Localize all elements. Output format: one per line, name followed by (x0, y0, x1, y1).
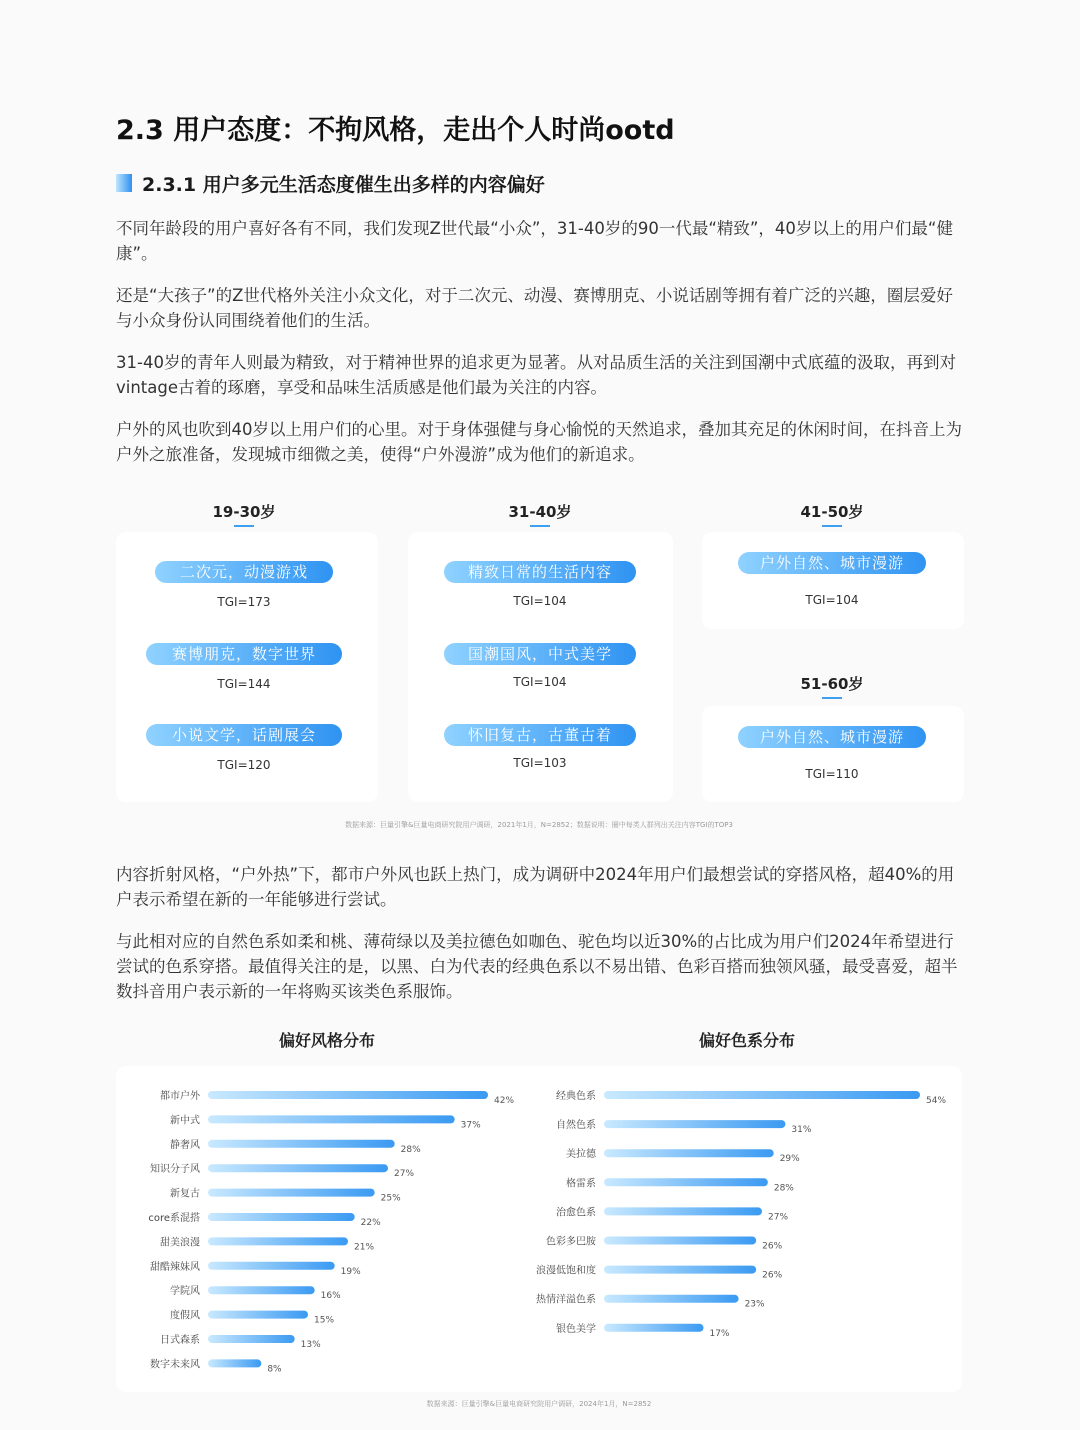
paragraph: 31-40岁的青年人则最为精致，对于精神世界的追求更为显著。从对品质生活的关注到国潮中式底蕴的汲取，再到对vintage古着的琢磨，享受和品味生活质感是他们最为关注的内容。 (116, 353, 956, 397)
subsection-heading (116, 170, 545, 196)
value-label: 15% (314, 1315, 335, 1326)
value-label: 27% (394, 1169, 415, 1180)
paragraph: 内容折射风格，“户外热”下，都市户外风也跃上热门，成为调研中2024年用户们最想尝试的穿搭风格，超40%的用户表示希望在新的一年能够进行尝试。 (116, 865, 955, 909)
age-group-card (702, 706, 964, 802)
bar (604, 1091, 920, 1099)
category-label: 新复古 (170, 1188, 200, 1200)
category-label: 度假风 (170, 1310, 200, 1322)
chart-title-color: 偏好色系分布 (698, 1031, 795, 1050)
value-label: 23% (744, 1299, 765, 1310)
paragraph: 不同年龄段的用户喜好各有不同，我们发现Z世代最“小众”，31-40岁的90一代最“精致”，40岁以上的用户们最“健康”。 (116, 219, 953, 263)
value-label: 28% (773, 1183, 794, 1194)
bar (208, 1115, 455, 1123)
value-label: 29% (779, 1154, 800, 1165)
bar (208, 1359, 261, 1367)
age-group-label: 51-60岁 (772, 673, 892, 699)
value-label: 16% (320, 1291, 341, 1302)
interest-tag: 国潮国风，中式美学 (444, 643, 636, 665)
value-label: 19% (340, 1266, 361, 1277)
category-label: 色彩多巴胺 (546, 1236, 596, 1248)
value-label: 26% (762, 1241, 783, 1252)
value-label: 31% (791, 1125, 812, 1136)
category-label: 治愈色系 (556, 1207, 596, 1219)
age-group-card (702, 532, 964, 629)
interest-tag: 户外自然、城市漫游 (738, 726, 926, 748)
value-label: 27% (768, 1212, 789, 1223)
category-label: 银色美学 (556, 1323, 596, 1335)
category-label: 经典色系 (556, 1091, 596, 1102)
bar (604, 1149, 774, 1157)
category-label: 甜酷辣妹风 (150, 1261, 200, 1273)
bar (604, 1120, 785, 1128)
category-label: 都市户外 (160, 1091, 200, 1102)
interest-tag: 二次元，动漫游戏 (155, 561, 333, 583)
bar (208, 1140, 395, 1148)
interest-tag: 小说文学，话剧展会 (146, 724, 342, 746)
value-label: 42% (494, 1096, 515, 1106)
paragraph: 还是“大孩子”的Z世代格外关注小众文化，对于二次元、动漫、赛博朋克、小说话剧等拥有着广泛的兴趣，圈层爱好与小众身份认同围绕着他们的生活。 (116, 286, 953, 330)
bar (604, 1237, 756, 1245)
category-label: 自然色系 (556, 1120, 596, 1132)
value-label: 17% (709, 1328, 730, 1339)
subsection-marker (116, 174, 132, 192)
age-group-label: 31-40岁 (480, 501, 600, 527)
category-label: 热情洋溢色系 (536, 1294, 596, 1306)
tgi-value: TGI=103 (513, 756, 567, 770)
value-label: 54% (926, 1096, 947, 1106)
tgi-value: TGI=120 (217, 758, 271, 772)
age-group-label: 41-50岁 (772, 501, 892, 527)
category-label: 新中式 (170, 1115, 200, 1127)
value-label: 37% (460, 1120, 481, 1131)
bar (604, 1266, 756, 1274)
bar (208, 1091, 488, 1099)
tgi-value: TGI=144 (217, 677, 271, 691)
value-label: 26% (762, 1270, 783, 1281)
bar (208, 1286, 315, 1294)
category-label: 美拉德 (566, 1149, 596, 1161)
bar (208, 1335, 295, 1343)
tgi-value: TGI=104 (805, 593, 859, 607)
bar-charts (116, 1066, 962, 1392)
value-label: 21% (354, 1242, 375, 1253)
age-group-label: 19-30岁 (184, 501, 304, 527)
category-label: 甜美浪漫 (160, 1237, 200, 1249)
category-label: 格雷系 (566, 1178, 596, 1190)
bar (604, 1207, 762, 1215)
paragraph: 户外的风也吹到40岁以上用户们的心里。对于身体强健与身心愉悦的天然追求，叠加其充足的休闲时间，在抖音上为户外之旅准备，发现城市细微之美，使得“户外漫游”成为他们的新追求。 (116, 420, 962, 464)
data-source-note: 数据来源：巨量引擎&巨量电商研究院用户调研，2024年1月，N=2852 (426, 1400, 652, 1408)
chart-title-style: 偏好风格分布 (278, 1031, 375, 1050)
bar (604, 1324, 703, 1332)
bar (604, 1295, 739, 1303)
value-label: 22% (360, 1218, 381, 1228)
interest-tag: 赛博朋克，数字世界 (146, 643, 342, 665)
tgi-value: TGI=173 (217, 595, 271, 609)
category-label: 数字未来风 (150, 1359, 200, 1371)
category-label: 浪漫低饱和度 (536, 1265, 596, 1277)
interest-tag: 户外自然、城市漫游 (738, 552, 926, 574)
value-label: 28% (400, 1144, 421, 1155)
interest-tag: 怀旧复古，古董古着 (444, 724, 636, 746)
interest-tag: 精致日常的生活内容 (444, 561, 636, 583)
tgi-value: TGI=104 (513, 675, 567, 689)
category-label: 日式森系 (160, 1335, 200, 1346)
data-source-note: 数据来源：巨量引擎&巨量电商研究院用户调研，2021年1月，N=2852；数据说明：圈中每类人群列出关注内容TGI的TOP3 (345, 821, 733, 829)
category-label: 知识分子风 (150, 1164, 200, 1176)
bar (604, 1178, 768, 1186)
tgi-value: TGI=110 (805, 767, 859, 781)
section-title: 2.3 用户态度：不拘风格，走出个人时尚ootd (116, 115, 675, 146)
bar (208, 1262, 335, 1270)
bar (208, 1213, 355, 1221)
subsection-title: 2.3.1 用户多元生活态度催生出多样的内容偏好 (142, 173, 545, 196)
tgi-value: TGI=104 (513, 594, 567, 608)
bar (208, 1237, 348, 1245)
bar (208, 1164, 388, 1172)
value-label: 13% (300, 1340, 321, 1350)
value-label: 25% (380, 1193, 401, 1204)
paragraph: 与此相对应的自然色系如柔和桃、薄荷绿以及美拉德色如咖色、驼色均以近30%的占比成为用户们2024年希望进行尝试的色系穿搭。最值得关注的是，以黑、白为代表的经典色系以不易出错、色彩百搭而独领风骚，最受喜爱，超半数抖音用户表示新的一年将购买该类色系服饰。 (116, 932, 958, 1001)
category-label: 学院风 (170, 1286, 200, 1298)
bar (208, 1189, 375, 1197)
bar (208, 1311, 308, 1319)
value-label: 8% (267, 1364, 282, 1375)
category-label: core系混搭 (148, 1213, 200, 1224)
category-label: 静奢风 (170, 1139, 200, 1151)
